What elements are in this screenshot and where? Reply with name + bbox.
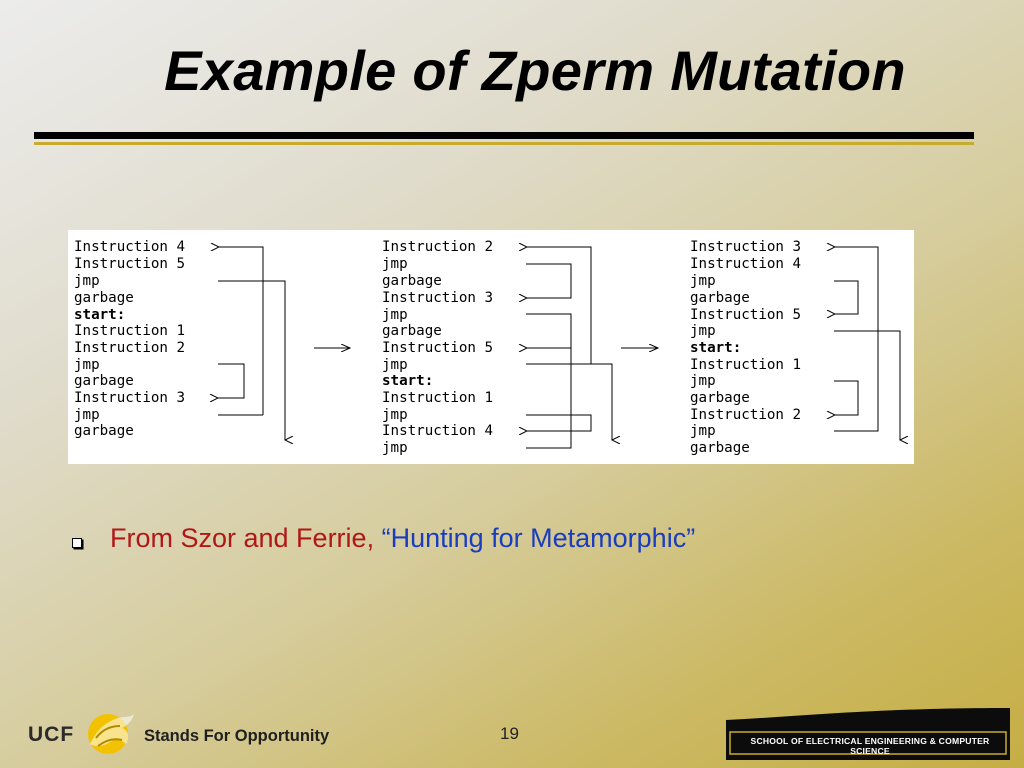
- code-line: start:: [382, 373, 434, 389]
- code-line: jmp: [382, 440, 408, 456]
- code-line: Instruction 4: [74, 239, 186, 255]
- code-line: jmp: [382, 357, 408, 373]
- page-number: 19: [500, 724, 519, 743]
- code-line: Instruction 2: [74, 340, 186, 356]
- code-line: garbage: [74, 373, 134, 389]
- code-line: start:: [74, 307, 126, 323]
- jump-arrow: [219, 247, 263, 415]
- jump-arrow: [834, 247, 878, 431]
- code-column-1: [74, 239, 185, 439]
- code-line: Instruction 5: [690, 307, 802, 323]
- code-line: jmp: [382, 256, 408, 272]
- code-line: jmp: [690, 273, 716, 289]
- zperm-diagram: [68, 230, 914, 464]
- jump-arrow: [218, 281, 285, 440]
- code-line: Instruction 2: [690, 407, 802, 423]
- code-line: garbage: [74, 423, 134, 439]
- jump-arrow: [526, 264, 571, 298]
- jump-arrow: [218, 364, 244, 398]
- citation-title: “Hunting for Metamorphic”: [381, 523, 696, 553]
- code-line: Instruction 1: [690, 357, 802, 373]
- code-line: Instruction 3: [690, 239, 802, 255]
- code-line: Instruction 4: [690, 256, 802, 272]
- citation-authors: From Szor and Ferrie,: [110, 523, 382, 553]
- code-line: Instruction 2: [382, 239, 494, 255]
- code-line: jmp: [690, 373, 716, 389]
- code-line: jmp: [74, 273, 100, 289]
- code-line: Instruction 4: [382, 423, 494, 439]
- citation-bullet: [110, 523, 695, 554]
- title-rule-gold: [34, 142, 974, 145]
- code-line: garbage: [690, 390, 750, 406]
- pegasus-logo-icon: [82, 704, 140, 762]
- code-line: jmp: [382, 407, 408, 423]
- code-line: Instruction 1: [382, 390, 494, 406]
- zperm-figure: [68, 230, 914, 464]
- code-line: garbage: [382, 323, 442, 339]
- jump-arrow: [526, 247, 591, 364]
- flow-lines-column-2: [526, 247, 612, 448]
- jump-arrow: [834, 381, 858, 415]
- jump-arrow: [526, 364, 612, 440]
- code-line: Instruction 3: [382, 290, 494, 306]
- flow-lines-column-3: [834, 247, 900, 440]
- code-line: garbage: [74, 290, 134, 306]
- code-line: jmp: [690, 323, 716, 339]
- title-rule-black: [34, 132, 974, 139]
- code-line: jmp: [690, 423, 716, 439]
- slide-title: Example of Zperm Mutation: [164, 39, 906, 102]
- jump-arrow: [834, 331, 900, 440]
- jump-arrow: [526, 415, 591, 431]
- code-line: garbage: [690, 290, 750, 306]
- code-line: start:: [690, 340, 742, 356]
- footer-tagline: Stands For Opportunity: [144, 727, 330, 745]
- code-column-2: [382, 239, 493, 456]
- code-line: jmp: [382, 307, 408, 323]
- code-line: Instruction 3: [74, 390, 186, 406]
- code-line: jmp: [74, 407, 100, 423]
- school-name: SCHOOL OF ELECTRICAL ENGINEERING & COMPUTER SCIENCE: [750, 736, 990, 756]
- code-column-3: [690, 239, 801, 456]
- jump-arrow: [526, 314, 571, 448]
- code-line: Instruction 1: [74, 323, 186, 339]
- code-line: Instruction 5: [382, 340, 494, 356]
- code-line: garbage: [382, 273, 442, 289]
- flow-lines-column-1: [218, 247, 285, 440]
- bullet-square-icon: [72, 538, 82, 548]
- ucf-wordmark: UCF: [28, 723, 75, 746]
- jump-arrow: [834, 281, 858, 314]
- code-line: jmp: [74, 357, 100, 373]
- code-line: garbage: [690, 440, 750, 456]
- code-line: Instruction 5: [74, 256, 186, 272]
